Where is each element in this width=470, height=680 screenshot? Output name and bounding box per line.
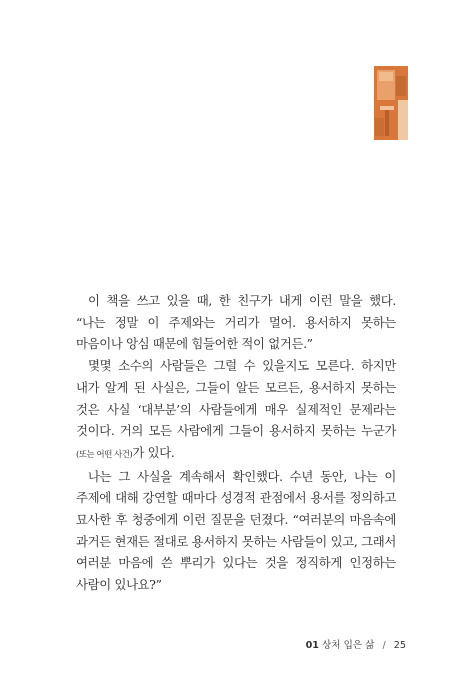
paragraph [76,466,396,596]
page-footer [306,637,406,651]
paragraph [76,290,396,355]
paragraph-text: 이 책을 쓰고 있을 때, 한 친구가 내게 이런 말을 했다. “나는 정말 이 주제와는 거리가 멀어. 용서하지 못하는 마음이나 앙심 때문에 힘들어한 적이 없거든.” [76,293,396,352]
paragraph [76,355,396,466]
chapter-number: 01 [305,640,319,651]
body-text [76,290,396,596]
page-number: 25 [393,640,406,651]
footer-separator: / [382,640,386,651]
paragraph-tail: 가 있다. [132,444,175,460]
chapter-title: 상처 입은 삶 [321,640,375,651]
parenthetical-note: (또는 어떤 사건) [76,448,133,459]
chapter-corner-image [374,66,408,140]
paragraph-text: 나는 그 사실을 계속해서 확인했다. 수년 동안, 나는 이 주제에 대해 강연할 때마다 성경적 관점에서 용서를 정의하고 묘사한 후 청중에게 이런 질문을 던졌다. “여러분의 마음속에 과거든 현재든 절대로 용서하지 못하는 사람들이 있고, 그래서 여러분 마음에 쓴 뿌리가 있다는 것을 정직하게 인정하는 사람이 있나요?” [76,468,396,593]
corner-illustration [374,66,408,140]
paragraph-text: 몇몇 소수의 사람들은 그럴 수 있을지도 모른다. 하지만 내가 알게 된 사실은, 그들이 알든 모르든, 용서하지 못하는 것은 사실 ‘대부분’의 사람들에게 매우 실제적인 문제라는 것이다. 거의 모든 사람에게 그들이 용서하지 못하는 누군가 [76,358,396,439]
